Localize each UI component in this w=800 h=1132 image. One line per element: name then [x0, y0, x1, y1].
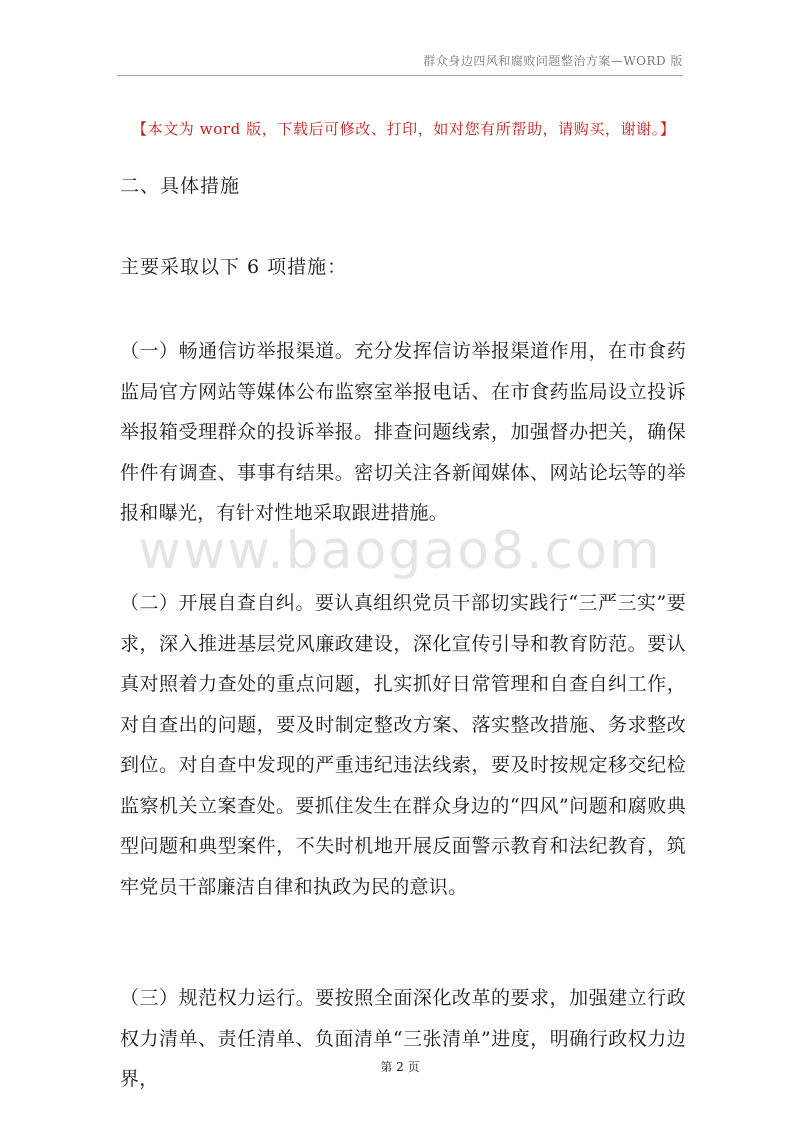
watermark: www.baogao8.com: [138, 521, 662, 581]
page-number: 第 2 页: [380, 1060, 420, 1074]
purchase-notice: 【本文为 word 版，下载后可修改、打印，如对您有所帮助，请购买，谢谢。】: [132, 120, 676, 138]
paragraph-measure-1: （一）畅通信访举报渠道。充分发挥信访举报渠道作用，在市食药监局官方网站等媒体公布监察室举报电话、在市食药监局设立投诉举报箱受理群众的投诉举报。排查问题线索，加强督办把关，确保件件有调查、事事有结果。密切关注各新闻媒体、网站论坛等的举报和曝光，有针对性地采取跟进措施。: [120, 340, 686, 524]
intro-line: 主要采取以下 6 项措施：: [120, 256, 348, 278]
header-title: 群众身边四风和腐败问题整治方案—WORD 版: [423, 54, 683, 68]
header-divider: [117, 75, 683, 76]
paragraph-measure-3: （三）规范权力运行。要按照全面深化改革的要求，加强建立行政权力清单、责任清单、负面清单“三张清单”进度，明确行政权力边界，: [120, 987, 686, 1090]
section-heading: 二、具体措施: [120, 175, 241, 197]
paragraph-measure-2: （二）开展自查自纠。要认真组织党员干部切实践行“三严三实”要求，深入推进基层党风廉政建设，深化宣传引导和教育防范。要认真对照着力查处的重点问题，扎实抓好日常管理和自查自纠工作，对自查出的问题，要及时制定整改方案、落实整改措施、务求整改到位。对自查中发现的严重违纪违法线索，要及时按规定移交纪检监察机关立案查处。要抓住发生在群众身边的“四风”问题和腐败典型问题和典型案件，不失时机地开展反面警示教育和法纪教育，筑牢党员干部廉洁自律和执政为民的意识。: [120, 592, 686, 898]
